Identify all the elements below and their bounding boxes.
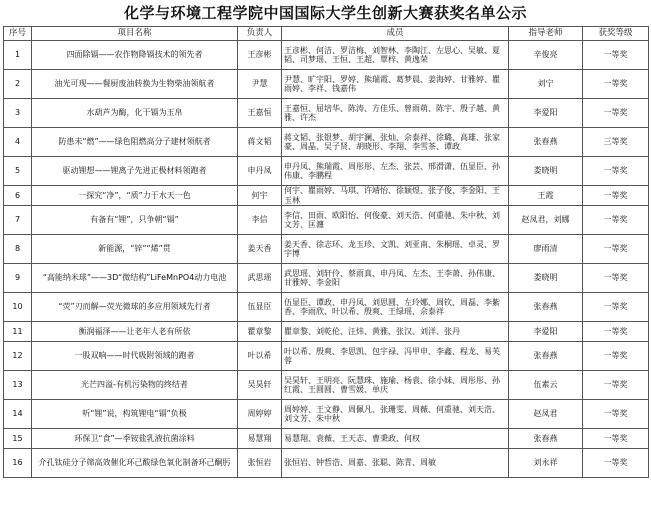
members-list: 尹慧、旷宇阳、罗婷、熊瑞霞、葛梦晨、姜海婷、甘雅婷、瞿雨婷、李祥、钱嘉伟	[282, 70, 509, 99]
page-title: 化学与环境工程学院中国国际大学生创新大赛获奖名单公示	[123, 4, 527, 22]
table-row	[4, 157, 649, 186]
row-number: 10	[4, 293, 32, 322]
row-number: 9	[4, 264, 32, 293]
project-name: 一股双响——时代吸附领域的跑者	[32, 342, 238, 371]
project-name: “高能纳米球”——3D“微结构”LiFeMnPO4动力电池	[32, 264, 238, 293]
award-level: 一等奖	[583, 449, 649, 478]
members-list: 李信、田雨、欧阳怡、何俊豪、刘天浩、何重驰、朱中秋、刘文芳、匡瀍	[282, 206, 509, 235]
table-row	[4, 235, 649, 264]
row-number: 5	[4, 157, 32, 186]
row-number: 2	[4, 70, 32, 99]
row-number: 11	[4, 322, 32, 342]
table-row	[4, 293, 649, 322]
leader-name: 瞿章黎	[238, 322, 282, 342]
leader-name: 李信	[238, 206, 282, 235]
table-row	[4, 400, 649, 429]
leader-name: 周婷婷	[238, 400, 282, 429]
leader-name: 吴昊轩	[238, 371, 282, 400]
header-leader: 负责人	[238, 27, 282, 41]
members-list: 武思瑶、刘轩伶、蔡雨真、申丹凤、左杰、王李萧、孙伟康、甘雅婷、李金阳	[282, 264, 509, 293]
members-list: 周婷婷、王文静、周佩凡、张珊雯、周薇、何重驰、刘天浩、刘文芳、朱中秋	[282, 400, 509, 429]
row-number: 14	[4, 400, 32, 429]
row-number: 13	[4, 371, 32, 400]
award-level: 一等奖	[583, 293, 649, 322]
leader-name: 王彦彬	[238, 41, 282, 70]
table-row	[4, 449, 649, 478]
advisor-name: 刘永祥	[509, 449, 583, 478]
award-level: 三等奖	[583, 128, 649, 157]
award-level: 一等奖	[583, 41, 649, 70]
members-list: 申丹凤、熊瑞霞、周彤彤、左杰、张芸、邢滑潇、伍显臣、孙伟康、李鹏程	[282, 157, 509, 186]
project-name: “荧”刃而解—荧光微球的多应用领域先行者	[32, 293, 238, 322]
project-name: 衡润福泽——让老年人老有所依	[32, 322, 238, 342]
award-level: 一等奖	[583, 206, 649, 235]
award-level: 一等奖	[583, 342, 649, 371]
advisor-name: 王霞	[509, 186, 583, 206]
table-row	[4, 41, 649, 70]
advisor-name: 娄晓明	[509, 157, 583, 186]
leader-name: 申丹凤	[238, 157, 282, 186]
header-project: 项目名称	[32, 27, 238, 41]
leader-name: 尹慧	[238, 70, 282, 99]
table-row	[4, 371, 649, 400]
advisor-name: 李爱阳	[509, 99, 583, 128]
leader-name: 姜天香	[238, 235, 282, 264]
row-number: 1	[4, 41, 32, 70]
award-level: 一等奖	[583, 371, 649, 400]
table-row	[4, 70, 649, 99]
award-level: 一等奖	[583, 99, 649, 128]
row-number: 15	[4, 429, 32, 449]
members-list: 易慧翔、袁薇、王天志、曹秉政、何权	[282, 429, 509, 449]
row-number: 8	[4, 235, 32, 264]
leader-name: 武思瑶	[238, 264, 282, 293]
table-row	[4, 186, 649, 206]
table-row	[4, 128, 649, 157]
advisor-name: 娄晓明	[509, 264, 583, 293]
leader-name: 伍显臣	[238, 293, 282, 322]
members-list: 王嘉恒、屈培华、陈涛、方佳乐、曾雨萌、陈宇、殷子越、黄雅、许杰	[282, 99, 509, 128]
members-list: 王彦彬、何洁、罗洁梅、刘智林、李陶江、左思心、吴敏、夏韬、司梦瑶、王恒、王超、覃梓、黄逸荣	[282, 41, 509, 70]
award-level: 一等奖	[583, 322, 649, 342]
advisor-name: 张春燕	[509, 128, 583, 157]
row-number: 7	[4, 206, 32, 235]
project-name: 环保卫“食”—季铵盐乳液抗菌涂料	[32, 429, 238, 449]
members-list: 何宇、瞿雨婷、马琪、许靖怡、徐颖煜、张子俊、李金阳、王玉林	[282, 186, 509, 206]
leader-name: 蒋文韬	[238, 128, 282, 157]
table-row	[4, 206, 649, 235]
award-level: 一等奖	[583, 429, 649, 449]
members-list: 蒋文韬、张银梦、胡宇澜、张灿、佘泰祥、徐璐、高雄、张家豪、周晶、吴子贤、胡晓形、李翔、李雪茶、谭政	[282, 128, 509, 157]
header-members: 成员	[282, 27, 509, 41]
advisor-name: 张春燕	[509, 293, 583, 322]
award-level: 一等奖	[583, 235, 649, 264]
project-name: 驱动锂想——锂离子先进正极材料领跑者	[32, 157, 238, 186]
members-list: 叶以希、殷爽、李思凯、包宇禄、冯甲申、李鑫、程龙、易芙蓉	[282, 342, 509, 371]
project-name: 水葫芦为酶，化干镉为玉帛	[32, 99, 238, 128]
header-no: 序号	[4, 27, 32, 41]
advisor-name: 张春燕	[509, 429, 583, 449]
row-number: 4	[4, 128, 32, 157]
award-level: 一等奖	[583, 70, 649, 99]
project-name: 防患未“燃”——绿色阻燃高分子建材领航者	[32, 128, 238, 157]
advisor-name: 伍素云	[509, 371, 583, 400]
table-row	[4, 99, 649, 128]
advisor-name: 李爱阳	[509, 322, 583, 342]
project-name: 一探究“净”，“质”力于水天一色	[32, 186, 238, 206]
table-header-row	[4, 27, 649, 41]
row-number: 6	[4, 186, 32, 206]
table-row	[4, 429, 649, 449]
project-name: 四面除镉——农作物降镉技术的领先者	[32, 41, 238, 70]
members-list: 张恒岩、钟哲浩、周嘉、张聪、陈青、周敏	[282, 449, 509, 478]
header-advisor: 指导老师	[509, 27, 583, 41]
members-list: 吴昊轩、王明亮、阮慧珠、施瑜、杨袁、徐小妹、周彤彤、孙红霞、王圆圆、曹雪媛、单庆	[282, 371, 509, 400]
members-list: 姜天香、徐志环、龙玉珍、文凯、刘亚南、朱桐瑶、卓灵、罗宇博	[282, 235, 509, 264]
project-name: 有备有“锂”，只争朝“镉”	[32, 206, 238, 235]
award-level: 一等奖	[583, 400, 649, 429]
table-row	[4, 342, 649, 371]
leader-name: 易慧翔	[238, 429, 282, 449]
advisor-name: 廖雨清	[509, 235, 583, 264]
award-level: 一等奖	[583, 264, 649, 293]
advisor-name: 辛俊亮	[509, 41, 583, 70]
project-name: 介孔钛硅分子筛高效催化环己酸绿色氧化制备环己酮肟	[32, 449, 238, 478]
award-table	[3, 26, 649, 478]
project-name: 光芒四溢-有机污染物的终结者	[32, 371, 238, 400]
advisor-name: 赵凤君，刘娜	[509, 206, 583, 235]
members-list: 瞿章黎、刘乾伦、汪炜、黄雅、张汉、刘洋、张丹	[282, 322, 509, 342]
leader-name: 王嘉恒	[238, 99, 282, 128]
header-award: 获奖等级	[583, 27, 649, 41]
project-name: 听“锂”说，构筑锂电“镉”负极	[32, 400, 238, 429]
award-level: 一等奖	[583, 186, 649, 206]
row-number: 16	[4, 449, 32, 478]
advisor-name: 刘宁	[509, 70, 583, 99]
project-name: 油光可现——餐厨废油转换为生物柴油领航者	[32, 70, 238, 99]
award-level: 一等奖	[583, 157, 649, 186]
members-list: 伍显臣、谭政、申丹凤、刘思圆、左玲娜、周钦、周磊、李紫香、李雨欣、叶以希、殷爽、王绿瑶、佘泰祥	[282, 293, 509, 322]
row-number: 12	[4, 342, 32, 371]
leader-name: 张恒岩	[238, 449, 282, 478]
leader-name: 何宇	[238, 186, 282, 206]
leader-name: 叶以希	[238, 342, 282, 371]
advisor-name: 张春燕	[509, 342, 583, 371]
row-number: 3	[4, 99, 32, 128]
advisor-name: 赵凤君	[509, 400, 583, 429]
table-row	[4, 322, 649, 342]
project-name: 新能源，“锌”“烯”贯	[32, 235, 238, 264]
table-row	[4, 264, 649, 293]
